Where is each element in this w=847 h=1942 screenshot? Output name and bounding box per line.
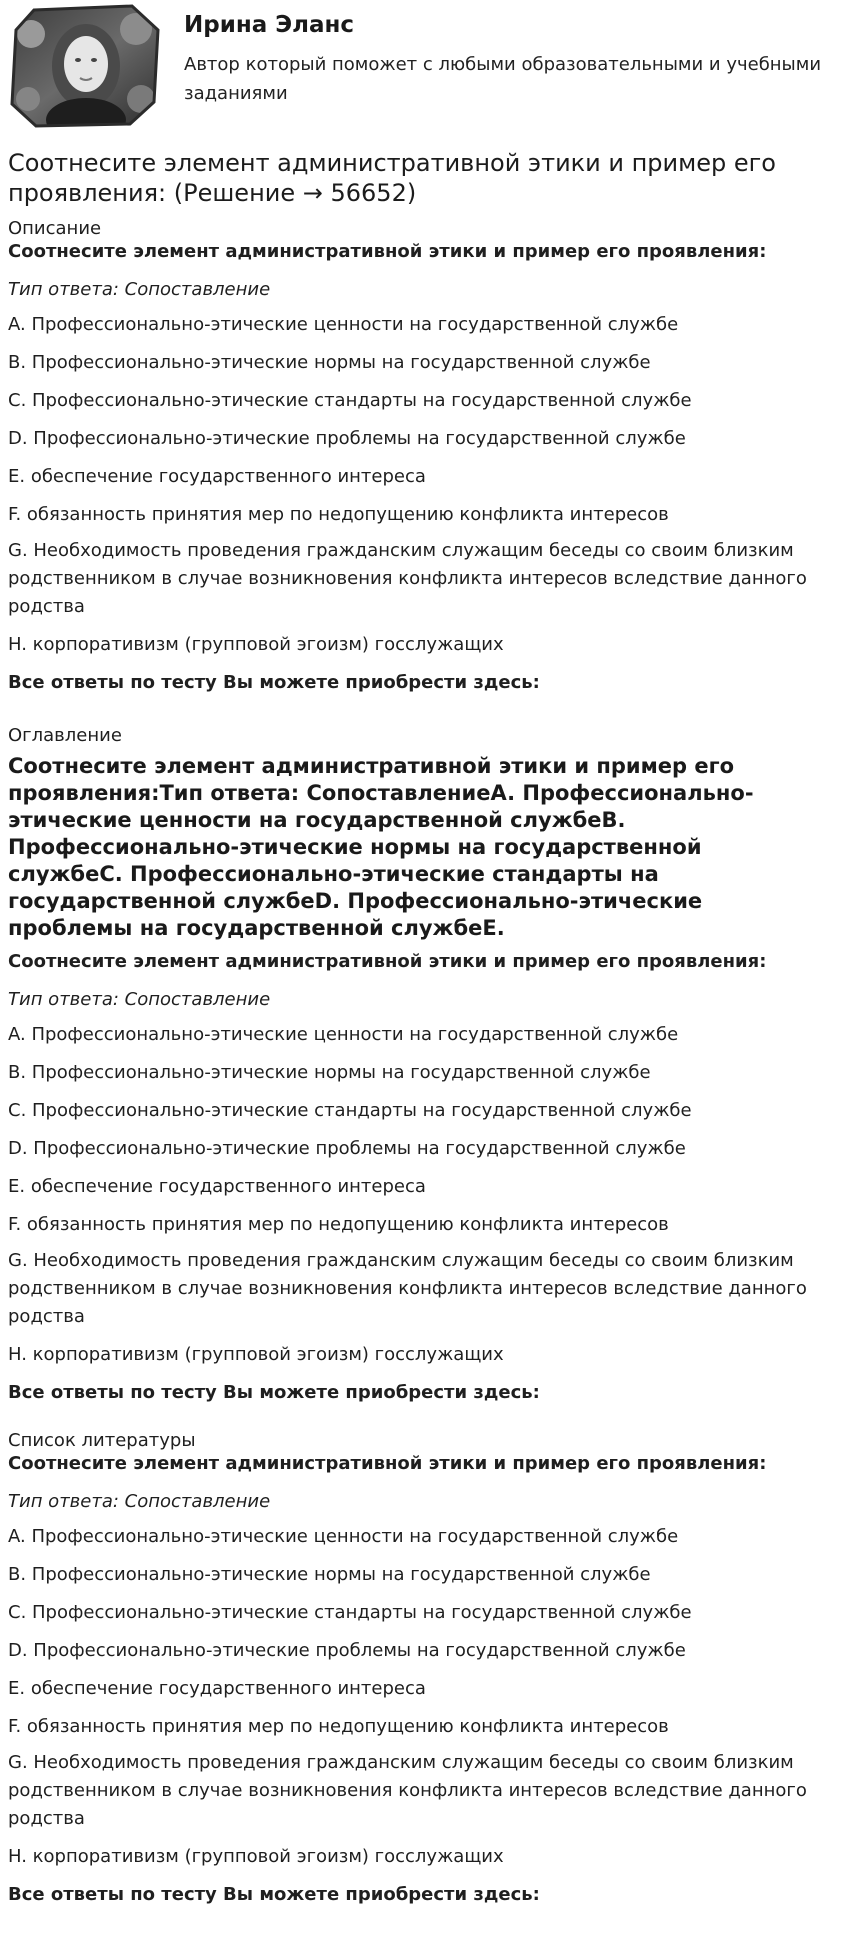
section-label: Список литературы: [8, 1430, 196, 1451]
buy-answers-text: Все ответы по тесту Вы можете приобрести здесь:: [8, 672, 540, 693]
question-title: Соотнесите элемент административной этики и пример его проявления:: [8, 241, 767, 262]
option-a: A. Профессионально-этические ценности на государственной службе: [8, 314, 679, 335]
author-name[interactable]: Ирина Эланс: [184, 12, 355, 38]
option-a: A. Профессионально-этические ценности на государственной службе: [8, 1526, 679, 1547]
toc-summary: Соотнесите элемент административной этики и пример его проявления:Тип ответа: СопоставлениеA. Профессионально-этические ценности на государственной службеB. Профессионально-этические нормы на государственной службеC. Профессионально-этические стандарты на государственной службеD. Профессионально-этические проблемы на государственной службеE.: [8, 754, 754, 940]
answer-type: Тип ответа: Сопоставление: [8, 989, 271, 1010]
option-d: D. Профессионально-этические проблемы на государственной службе: [8, 1138, 686, 1159]
answer-type: Тип ответа: Сопоставление: [8, 1491, 271, 1512]
option-b: B. Профессионально-этические нормы на государственной службе: [8, 1062, 651, 1083]
question-title: Соотнесите элемент административной этики и пример его проявления:: [8, 1453, 767, 1474]
toc-section: [8, 725, 842, 1405]
option-h: H. корпоративизм (групповой эгоизм) госслужащих: [8, 634, 504, 655]
section-label: Описание: [8, 218, 102, 239]
bibliography-section: [8, 1430, 842, 1907]
author-photo: [6, 4, 166, 129]
option-a: A. Профессионально-этические ценности на государственной службе: [8, 1024, 679, 1045]
buy-answers-text: Все ответы по тесту Вы можете приобрести здесь:: [8, 1382, 540, 1403]
section-label: Оглавление: [8, 725, 122, 746]
option-f: F. обязанность принятия мер по недопущению конфликта интересов: [8, 1716, 669, 1737]
description-section: [8, 218, 842, 695]
option-d: D. Профессионально-этические проблемы на государственной службе: [8, 428, 686, 449]
author-card: [0, 0, 847, 138]
option-g: G. Необходимость проведения гражданским служащим беседы со своим близким родственником в случае возникновения конфликта интересов вследствие данного родства: [8, 1250, 807, 1327]
answer-type: Тип ответа: Сопоставление: [8, 279, 271, 300]
option-h: H. корпоративизм (групповой эгоизм) госслужащих: [8, 1846, 504, 1867]
option-c: C. Профессионально-этические стандарты на государственной службе: [8, 1602, 692, 1623]
option-e: E. обеспечение государственного интереса: [8, 466, 426, 487]
option-c: C. Профессионально-этические стандарты на государственной службе: [8, 1100, 692, 1121]
option-b: B. Профессионально-этические нормы на государственной службе: [8, 352, 651, 373]
option-g: G. Необходимость проведения гражданским служащим беседы со своим близким родственником в случае возникновения конфликта интересов вследствие данного родства: [8, 1752, 807, 1829]
option-e: E. обеспечение государственного интереса: [8, 1678, 426, 1699]
option-f: F. обязанность принятия мер по недопущению конфликта интересов: [8, 504, 669, 525]
option-f: F. обязанность принятия мер по недопущению конфликта интересов: [8, 1214, 669, 1235]
option-d: D. Профессионально-этические проблемы на государственной службе: [8, 1640, 686, 1661]
option-g: G. Необходимость проведения гражданским служащим беседы со своим близким родственником в случае возникновения конфликта интересов вследствие данного родства: [8, 540, 807, 617]
buy-answers-text: Все ответы по тесту Вы можете приобрести здесь:: [8, 1884, 540, 1905]
question-title: Соотнесите элемент административной этики и пример его проявления:: [8, 951, 767, 972]
avatar[interactable]: [6, 4, 166, 129]
option-e: E. обеспечение государственного интереса: [8, 1176, 426, 1197]
page-title: Соотнесите элемент административной этики и пример его проявления: (Решение → 56652): [8, 149, 776, 207]
author-description: Автор который поможет с любыми образовательными и учебными заданиями: [184, 54, 822, 104]
option-h: H. корпоративизм (групповой эгоизм) госслужащих: [8, 1344, 504, 1365]
option-c: C. Профессионально-этические стандарты на государственной службе: [8, 390, 692, 411]
option-b: B. Профессионально-этические нормы на государственной службе: [8, 1564, 651, 1585]
